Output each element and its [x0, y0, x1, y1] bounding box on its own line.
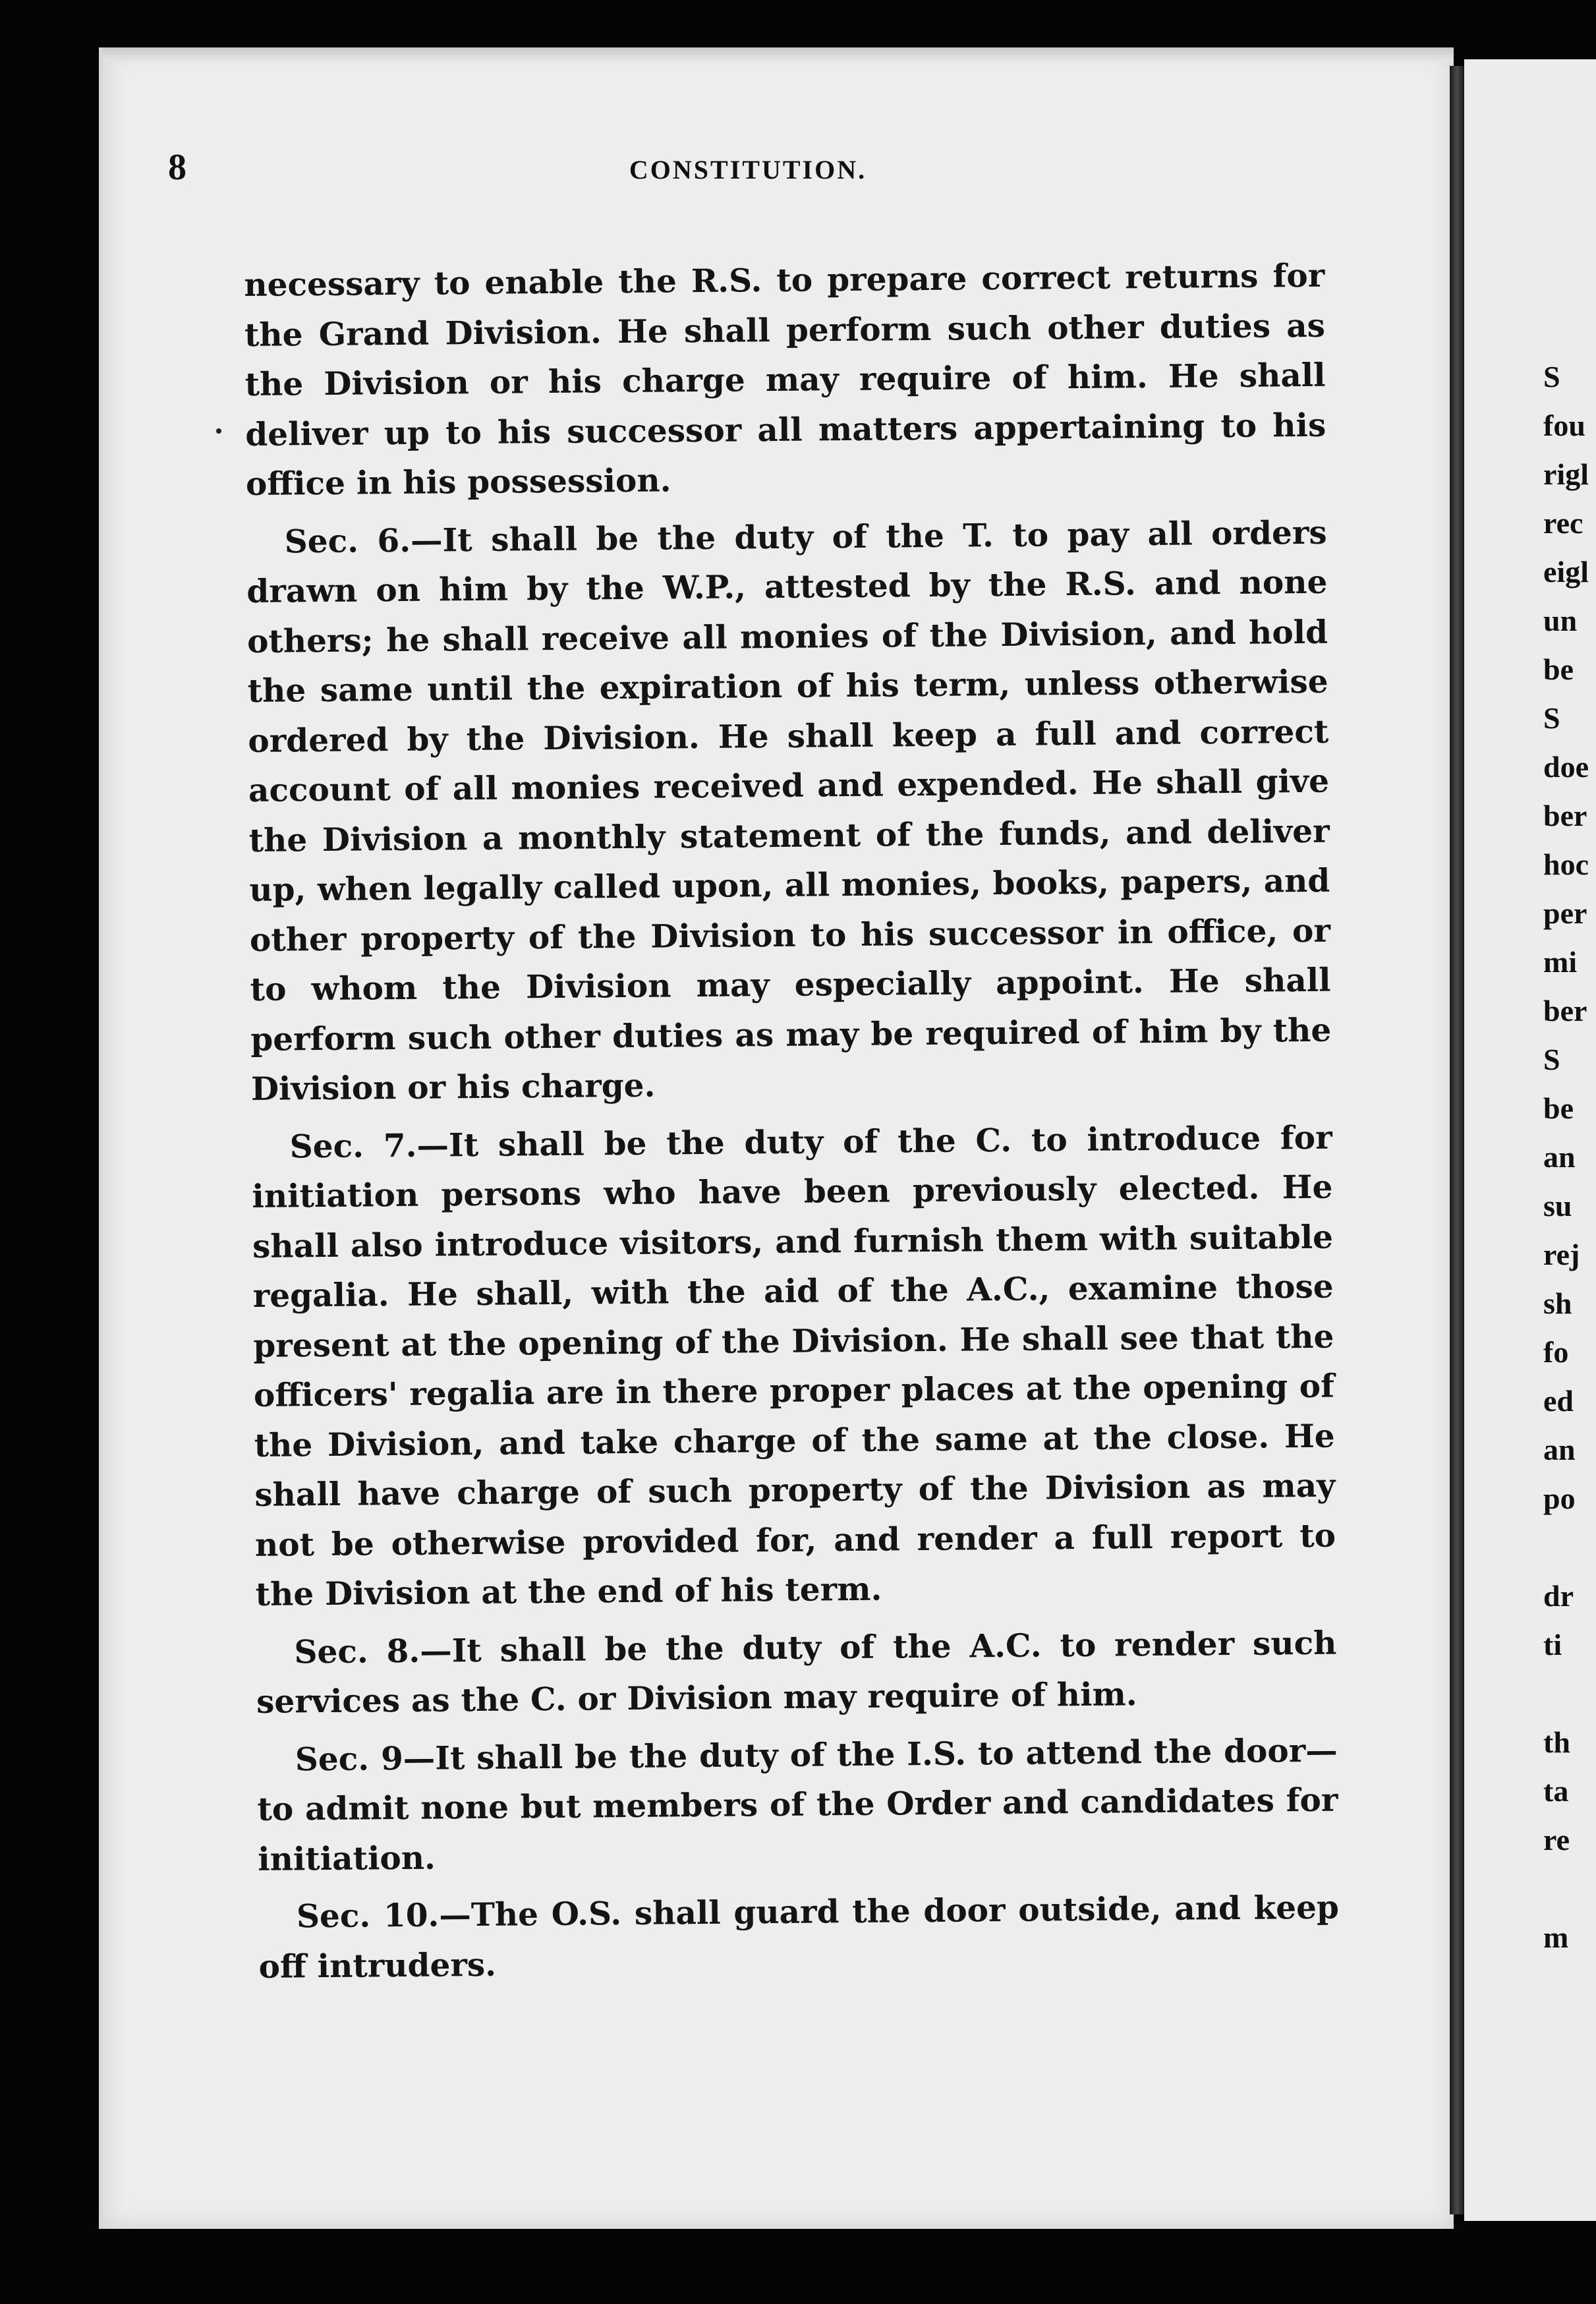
facing-page-line: th — [1543, 1725, 1570, 1759]
running-title: CONSTITUTION. — [629, 155, 867, 185]
facing-page-line: eigl — [1543, 555, 1589, 589]
facing-page-line: fou — [1543, 409, 1585, 442]
facing-page-line: m — [1543, 1920, 1569, 1954]
facing-page-line: S — [1543, 701, 1560, 735]
facing-page-line: ber — [1543, 799, 1587, 832]
facing-page-line: re — [1543, 1823, 1570, 1857]
facing-page-line: ti — [1543, 1628, 1562, 1661]
facing-page-line: rec — [1543, 506, 1583, 540]
running-head — [168, 146, 1328, 212]
body-text — [244, 251, 1340, 2000]
book-gutter — [1450, 66, 1464, 2214]
paragraph-continuation: necessary to enable the R.S. to prepare correct returns for the Grand Division. He shall perform such other duties as the Division or his charge may require of him. He shall deliver up to his successor all matters appertaining to his office in his possession. — [244, 256, 1326, 503]
paragraph-sec-7: Sec. 7.—It shall be the duty of the C. to introduce for initiation persons who have been previously elected. He shall also introduce visitors, and furnish them with suitable regalia. He shall, with the aid of the A.C., examine those present at the opening of the Division. He shall see that the officers' regalia are in there proper places at the opening of the Division, and take charge of the same at the close. He shall have charge of such property of the Division as may not be otherwise provided for, and render a full report to the Division at the end of his term. — [252, 1118, 1336, 1613]
facing-page-line: su — [1543, 1189, 1572, 1223]
facing-page-line: doe — [1543, 750, 1589, 784]
facing-page-line — [1464, 1864, 1596, 1913]
paragraph-sec-9: Sec. 9—It shall be the duty of the I.S. to attend the door—to admit none but members of the Order and candidates for initiation. — [257, 1731, 1338, 1878]
facing-page-line: rigl — [1543, 457, 1589, 491]
facing-page-line: hoc — [1543, 848, 1589, 881]
facing-page-line: mi — [1543, 945, 1578, 979]
ink-speck — [216, 428, 221, 434]
facing-page-line: un — [1543, 604, 1578, 637]
facing-page-line: per — [1543, 896, 1587, 930]
facing-page-line — [1464, 1523, 1596, 1572]
facing-page-line: sh — [1543, 1286, 1572, 1320]
facing-page-line: po — [1543, 1482, 1576, 1515]
facing-page-line: be — [1543, 652, 1574, 686]
facing-page-line: rej — [1543, 1238, 1580, 1271]
facing-page-line: ed — [1543, 1384, 1574, 1418]
book-page-right-edge — [1464, 59, 1596, 2221]
facing-page-line: an — [1543, 1433, 1576, 1466]
facing-page-line: S — [1543, 1043, 1560, 1076]
facing-page-line: dr — [1543, 1579, 1574, 1613]
facing-page-line: ber — [1543, 994, 1587, 1027]
facing-page-line: S — [1543, 360, 1560, 393]
paragraph-sec-8: Sec. 8.—It shall be the duty of the A.C. to render such services as the C. or Division may require of him. — [256, 1624, 1337, 1721]
page-number: 8 — [168, 147, 186, 188]
paragraph-sec-6: Sec. 6.—It shall be the duty of the T. to pay all orders drawn on him by the W.P., attested by the R.S. and none others; he shall receive all monies of the Division, and hold the same until the expiration of his term, unless otherwise ordered by the Division. He shall keep a full and correct account of all monies received and expended. He shall give the Division a monthly statement of the funds, and deliver up, when legally called upon, all monies, books, papers, and other property of the Division to his successor in office, or to whom the Division may especially appoint. He shall perform such other duties as may be required of him by the Division or his charge. — [246, 513, 1332, 1108]
facing-page-line: ta — [1543, 1774, 1569, 1808]
facing-page-line — [1464, 1669, 1596, 1718]
facing-page-line: an — [1543, 1140, 1576, 1174]
facing-page-line: be — [1543, 1091, 1574, 1125]
page-top-edge — [103, 47, 1454, 62]
facing-page-line: fo — [1543, 1335, 1569, 1369]
paragraph-sec-10: Sec. 10.—The O.S. shall guard the door outside, and keep off intruders. — [258, 1888, 1340, 1986]
